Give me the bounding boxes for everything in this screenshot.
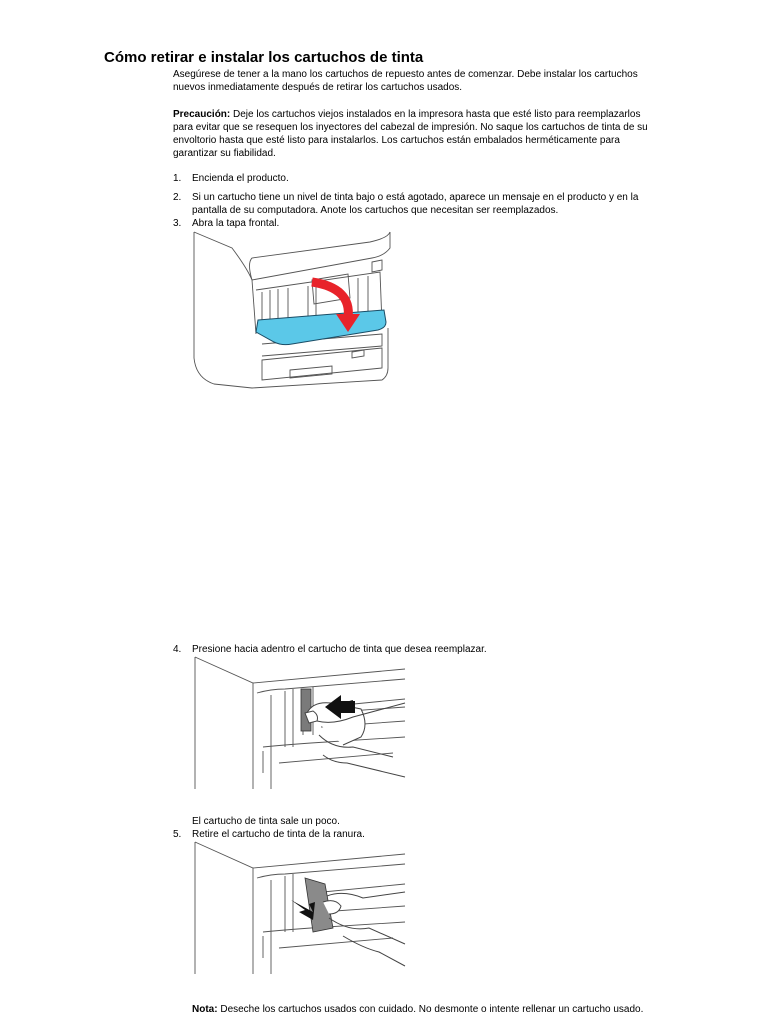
note-label: Nota:: [192, 1004, 218, 1015]
step-number: 5.: [173, 829, 182, 840]
step-number: 2.: [173, 192, 182, 203]
step-text: Retire el cartucho de tinta de la ranura.: [192, 829, 365, 840]
note-text: Deseche los cartuchos usados con cuidado. No desmonte o intente rellenar un cartucho usado.: [217, 1004, 644, 1015]
step-text: Presione hacia adentro el cartucho de tinta que desea reemplazar.: [192, 644, 487, 655]
step-text: Abra la tapa frontal.: [192, 218, 280, 229]
note-paragraph: [192, 1003, 662, 1016]
front-cover-shape: [256, 310, 386, 345]
caution-text: Deje los cartuchos viejos instalados en la impresora hasta que esté listo para reemplazarlos para evitar que se resequen los inyectores del cabezal de impresión. No saque los cartuchos de tinta de su envoltorio hasta que esté listo para instalarlos. Los cartuchos están embalados herméticamente para garantizar su fiabilidad.: [173, 109, 648, 159]
step-4-result: El cartucho de tinta sale un poco.: [192, 816, 340, 827]
page-title: Cómo retirar e instalar los cartuchos de tinta: [104, 49, 424, 66]
step-number: 1.: [173, 173, 182, 184]
intro-paragraph: Asegúrese de tener a la mano los cartuchos de repuesto antes de comenzar. Debe instalar los cartuchos nuevos inmediatamente después de retirar los cartuchos usados.: [173, 69, 638, 93]
printer-open-cover-illustration: [192, 228, 402, 390]
press-cartridge-illustration: [193, 655, 409, 791]
step-number: 3.: [173, 218, 182, 229]
step-text: Si un cartucho tiene un nivel de tinta bajo o está agotado, aparece un mensaje en el producto y en la pantalla de su computadora. Anote los cartuchos que necesitan ser reemplazados.: [192, 192, 639, 216]
caution-paragraph: [173, 108, 663, 160]
remove-cartridge-illustration: [193, 840, 409, 976]
red-arrow-shape: [312, 282, 348, 318]
caution-label: Precaución:: [173, 109, 231, 120]
step-text: Encienda el producto.: [192, 173, 289, 184]
step-number: 4.: [173, 644, 182, 655]
